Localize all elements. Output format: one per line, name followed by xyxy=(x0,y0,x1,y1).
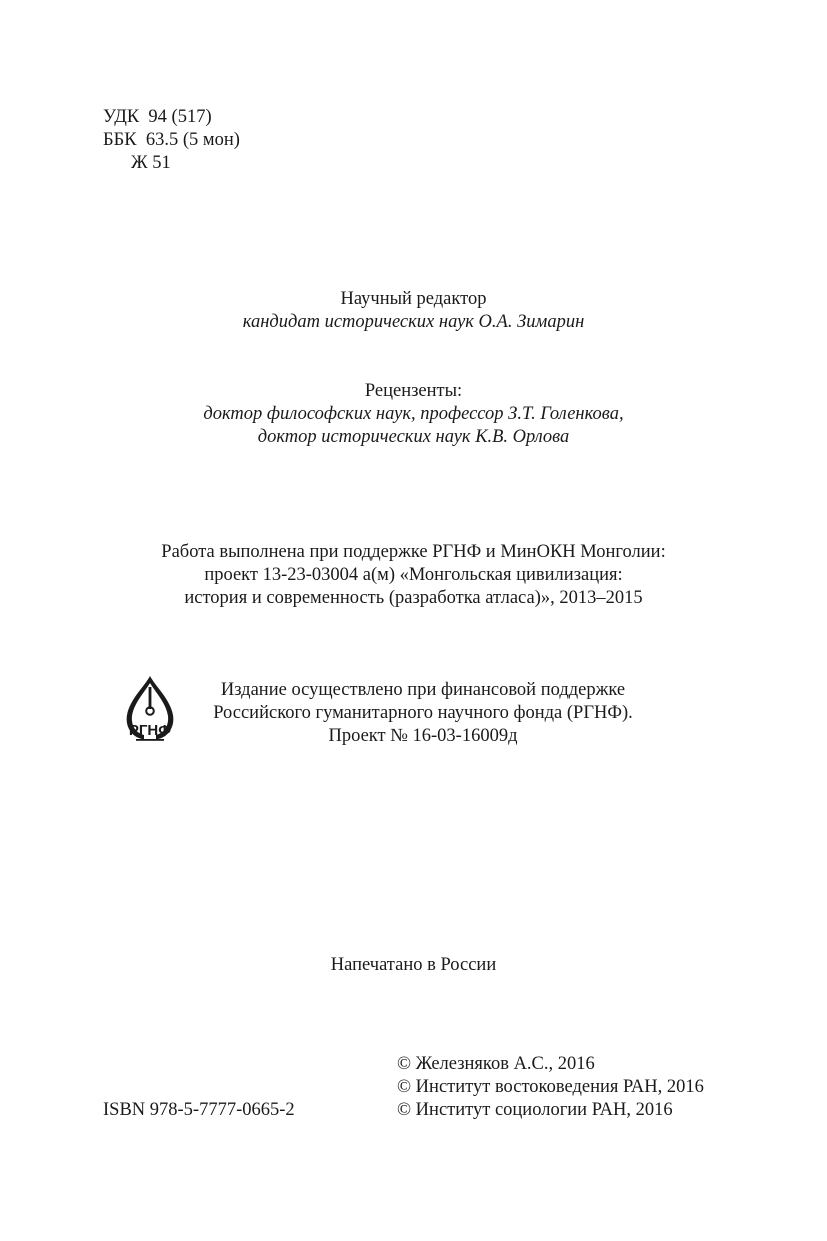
reviewers-heading: Рецензенты: xyxy=(364,381,463,401)
grant-notice xyxy=(178,679,668,748)
udk-code: УДК 94 (517) xyxy=(103,107,212,127)
editor-block xyxy=(0,288,827,334)
editor-heading: Научный редактор xyxy=(340,289,487,309)
printed-in-notice xyxy=(0,954,827,977)
reviewers-block xyxy=(0,380,827,449)
rgnf-logo-icon xyxy=(122,673,178,745)
printed-text: Напечатано в России xyxy=(330,955,497,975)
support-line: Работа выполнена при поддержке РГНФ и МинОКН Монголии: xyxy=(161,542,666,562)
isbn: ISBN 978-5-7777-0665-2 xyxy=(103,1100,295,1120)
copyright-block xyxy=(397,1053,704,1122)
classification-codes xyxy=(103,106,240,175)
grant-line: Российского гуманитарного научного фонда (РГНФ). xyxy=(213,703,633,723)
grant-line: Издание осуществлено при финансовой поддержке xyxy=(220,680,626,700)
support-line: история и современность (разработка атласа)», 2013–2015 xyxy=(184,588,643,608)
editor-name: кандидат исторических наук О.А. Зимарин xyxy=(242,312,585,332)
copyright-line: © Институт социологии РАН, 2016 xyxy=(397,1100,673,1120)
bbk-code: ББК 63.5 (5 мон) xyxy=(103,130,240,150)
author-mark: Ж 51 xyxy=(131,153,171,173)
reviewer-item: доктор философских наук, профессор З.Т. Голенкова, xyxy=(203,404,624,424)
support-notice xyxy=(0,541,827,610)
grant-line: Проект № 16-03-16009д xyxy=(328,726,518,746)
support-line: проект 13-23-03004 а(м) «Монгольская цивилизация: xyxy=(204,565,623,585)
copyright-line: © Институт востоковедения РАН, 2016 xyxy=(397,1077,704,1097)
rgnf-logo-letters: РГНФ xyxy=(128,722,172,739)
reviewer-item: доктор исторических наук К.В. Орлова xyxy=(257,427,570,447)
copyright-line: © Железняков А.С., 2016 xyxy=(397,1054,595,1074)
